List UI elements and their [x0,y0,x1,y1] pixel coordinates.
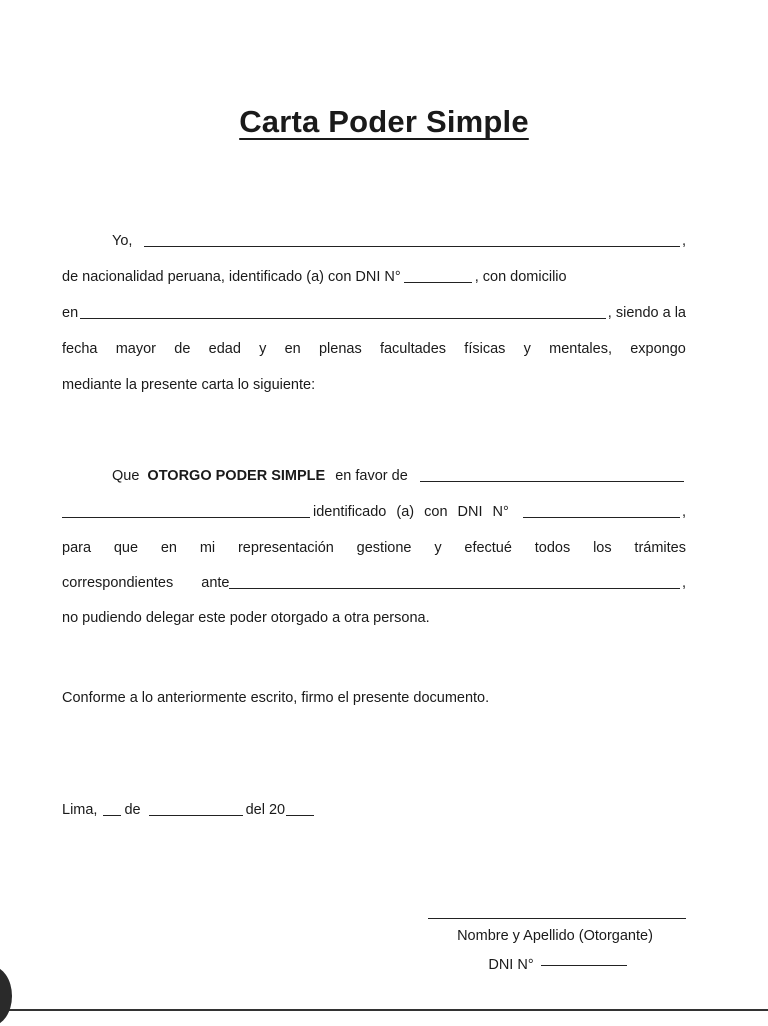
month-blank[interactable] [149,800,243,816]
corner-shadow [0,966,12,1026]
word: mi [199,540,216,556]
signature-dni-row [454,950,664,973]
word: trámites [634,540,686,556]
day-blank[interactable] [103,800,121,816]
con-domicilio-text: , con domicilio [474,269,567,285]
line-identificado [62,497,686,521]
signature-dni-label: DNI N° [488,957,534,973]
siendo-text: , siendo a la [607,305,686,321]
domicilio-blank[interactable] [80,303,606,319]
word: todos [534,540,571,556]
document-title: Carta Poder Simple [239,104,529,139]
en-favor-de-text: en favor de [335,468,408,484]
word: en [284,341,301,357]
word: y [434,540,442,556]
signature-dni-blank[interactable] [541,950,627,966]
word: gestione [356,540,412,556]
line-no-pudiendo [62,603,686,627]
signature-line[interactable] [428,918,686,919]
word: expongo [630,341,686,357]
que-label: Que [112,468,140,484]
comma: , [681,575,686,591]
line-conforme [62,683,686,707]
apoderado-blank[interactable] [420,466,684,482]
nacionalidad-text: de nacionalidad peruana, identificado (a) con DNI N° [62,269,401,285]
word: que [113,540,139,556]
conforme-text: Conforme a lo anteriormente escrito, firmo el presente documento. [62,690,490,706]
entidad-blank[interactable] [229,573,679,589]
dni-blank[interactable] [404,267,472,283]
word: efectué [464,540,512,556]
word: los [593,540,612,556]
word: y [259,341,267,357]
word: para [62,540,92,556]
correspondientes-text: correspondientes [62,575,174,591]
word: representación [237,540,334,556]
del-label: del 20 [245,802,286,818]
identificado-text: identificado (a) con DNI N° [313,504,509,520]
apoderado-dni-blank[interactable] [523,502,680,518]
word: físicas [464,341,506,357]
de-label: de [124,802,141,818]
year-blank[interactable] [286,800,314,816]
line-otorgo [62,461,686,485]
line-yo [62,226,686,250]
no-pudiendo-text: no pudiendo delegar este poder otorgado a otra persona. [62,610,430,626]
signature-name-label: Nombre y Apellido (Otorgante) [457,928,653,944]
page-bottom-rule [0,1009,768,1011]
word: plenas [318,341,362,357]
name-blank[interactable] [144,231,680,247]
line-fecha-mayor [62,334,686,358]
en-label: en [62,305,79,321]
line-domicilio [62,298,686,322]
word: facultades [379,341,447,357]
line-para-que [62,533,686,557]
word: mayor [115,341,157,357]
comma: , [681,504,686,520]
word: edad [208,341,241,357]
comma: , [681,233,686,249]
mediante-text: mediante la presente carta lo siguiente: [62,377,316,393]
otorgo-poder-text: OTORGO PODER SIMPLE [147,468,326,484]
ante-text: ante [201,575,230,591]
line-fecha [62,795,686,819]
yo-label: Yo, [112,233,133,249]
line-nacionalidad [62,262,686,286]
word: de [174,341,191,357]
apoderado-blank-cont[interactable] [62,502,310,518]
line-mediante [62,370,686,394]
lima-label: Lima, [62,802,98,818]
line-correspondientes [62,568,686,592]
word: fecha [62,341,98,357]
word: mentales, [549,341,612,357]
word: en [160,540,177,556]
word: y [523,341,531,357]
